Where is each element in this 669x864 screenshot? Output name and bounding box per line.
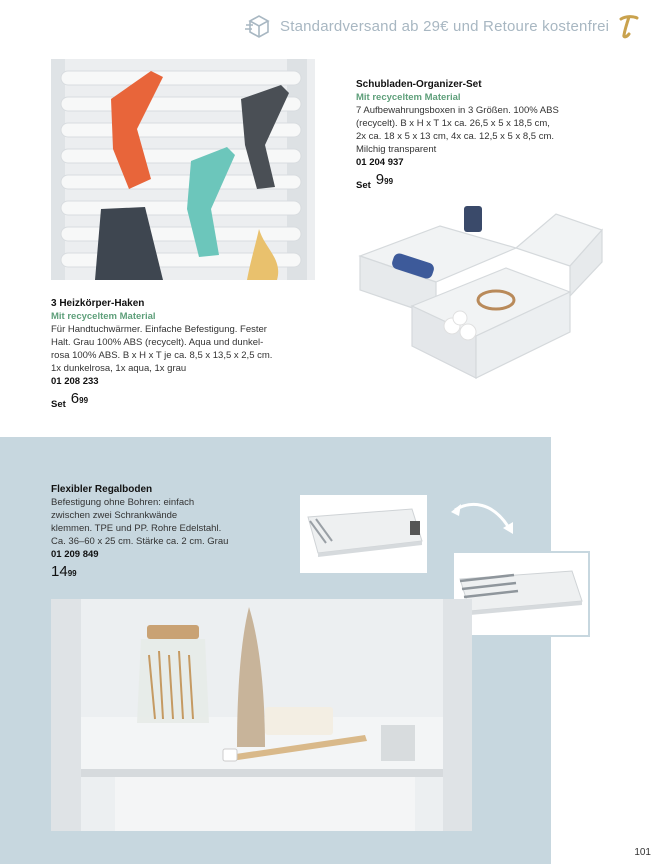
page-number: 101 bbox=[634, 847, 651, 858]
shelf-extended-image bbox=[452, 551, 590, 637]
product-description-line: zwischen zwei Schrankwände bbox=[51, 510, 178, 521]
hooks-product bbox=[51, 297, 291, 411]
price-label: Set bbox=[356, 180, 371, 191]
product-description-line: Befestigung ohne Bohren: einfach bbox=[51, 497, 195, 508]
price-cents: 99 bbox=[67, 569, 77, 578]
price-main: 14 bbox=[51, 563, 68, 580]
price-main: 9 bbox=[375, 171, 385, 188]
organizer-image bbox=[356, 196, 606, 386]
price-label: Set bbox=[51, 399, 66, 410]
price bbox=[51, 565, 281, 580]
product-description-line: 7 Aufbewahrungsboxen in 3 Größen. 100% ABS bbox=[356, 105, 559, 116]
price-main: 6 bbox=[70, 390, 80, 407]
product-description-line: 1x dunkelrosa, 1x aqua, 1x grau bbox=[51, 363, 187, 374]
shelf-product bbox=[51, 483, 281, 580]
article-number: 01 208 233 bbox=[51, 376, 99, 387]
product-name: 3 Heizkörper-Haken bbox=[51, 298, 145, 309]
heater-hooks-image bbox=[51, 59, 315, 280]
product-name: Schubladen-Organizer-Set bbox=[356, 79, 482, 90]
shipping-banner bbox=[244, 8, 664, 44]
banner-text: Standardversand ab 29€ und Retoure kostenfrei bbox=[280, 17, 610, 35]
tchibo-logo-icon bbox=[617, 13, 639, 39]
shelf-collapsed-image bbox=[298, 493, 429, 575]
delivery-truck-icon bbox=[244, 11, 274, 41]
product-description-line: Halt. Grau 100% ABS (recycelt). Aqua und dunkel- bbox=[51, 337, 264, 348]
product-description-line: 2x ca. 18 x 5 x 13 cm, 4x ca. 12,5 x 5 x 8,5 cm. bbox=[356, 131, 555, 142]
product-description-line: klemmen. TPE und PP. Rohre Edelstahl. bbox=[51, 523, 222, 534]
product-description-line: (recycelt). B x H x T 1x ca. 26,5 x 5 x 18,5 cm, bbox=[356, 118, 550, 129]
price-cents: 99 bbox=[384, 177, 394, 186]
eco-label: Mit recyceltem Material bbox=[356, 92, 461, 103]
product-description-line: rosa 100% ABS. B x H x T je ca. 8,5 x 13,5 x 2,5 cm. bbox=[51, 350, 273, 361]
product-description-line: Für Handtuchwärmer. Einfache Befestigung. Fester bbox=[51, 324, 267, 335]
product-description-line: Milchig transparent bbox=[356, 144, 437, 155]
eco-label: Mit recyceltem Material bbox=[51, 311, 156, 322]
shelf-photo bbox=[51, 599, 472, 831]
price bbox=[51, 392, 291, 411]
price-cents: 99 bbox=[79, 396, 89, 405]
product-description-line: Ca. 36–60 x 25 cm. Stärke ca. 2 cm. Grau bbox=[51, 536, 229, 547]
extend-arrow-icon bbox=[447, 498, 517, 538]
article-number: 01 209 849 bbox=[51, 549, 99, 560]
product-name: Flexibler Regalboden bbox=[51, 484, 153, 495]
price bbox=[356, 173, 596, 192]
article-number: 01 204 937 bbox=[356, 157, 404, 168]
organizer-product bbox=[356, 78, 596, 192]
